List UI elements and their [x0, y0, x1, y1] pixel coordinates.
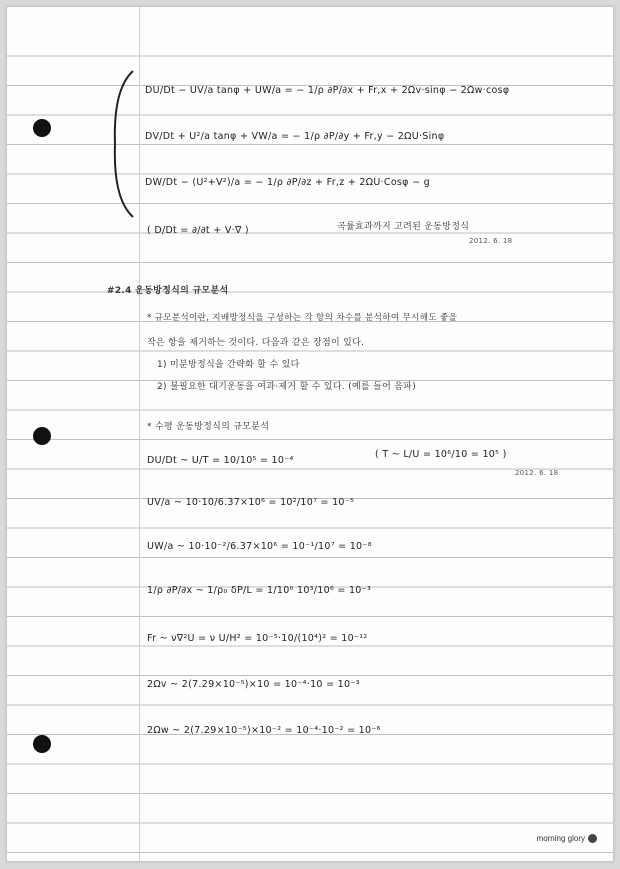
binder-hole: [33, 427, 51, 445]
scale-line: UV/a ~ 10·10/6.37×10⁶ = 10²/10⁷ = 10⁻⁵: [147, 497, 355, 508]
brand-text: morning glory: [536, 834, 585, 843]
scale-line: DU/Dt ~ U/T = 10/10⁵ = 10⁻⁴: [147, 455, 294, 466]
note-date-2: 2012. 6. 18: [515, 469, 559, 477]
binder-hole: [33, 735, 51, 753]
brace-icon: [107, 69, 137, 219]
section-heading: #2.4 운동방정식의 규모분석: [107, 286, 229, 296]
subheading: * 수평 운동방정식의 규모분석: [147, 422, 270, 432]
intro-line-1: * 규모분석이란, 지배방정식을 구성하는 각 항의 차수를 분석하여 무시해도 좋을: [147, 313, 458, 323]
equation-v: DV/Dt + U²/a tanφ + VW/a = − 1/ρ ∂P/∂y + Fr,y − 2ΩU·Sinφ: [145, 131, 445, 142]
equation-w: DW/Dt − (U²+V²)/a = − 1/ρ ∂P/∂z + Fr,z + 2ΩU·Cosφ − g: [145, 177, 430, 188]
note-date: 2012. 6. 18: [469, 237, 513, 245]
binder-hole: [33, 119, 51, 137]
advantage-1: 1) 미분방정식을 간략화 할 수 있다: [157, 360, 300, 370]
scale-line: 1/ρ ∂P/∂x ~ 1/ρ₀ δP/L = 1/10⁰ 10³/10⁶ = 10⁻³: [147, 585, 372, 596]
material-derivative: ( D/Dt = ∂/∂t + V·∇ ): [147, 225, 249, 236]
scale-line: 2Ωw ~ 2(7.29×10⁻⁵)×10⁻² = 10⁻⁴·10⁻² = 10⁻⁶: [147, 725, 381, 736]
scale-line: 2Ωv ~ 2(7.29×10⁻⁵)×10 = 10⁻⁴·10 = 10⁻³: [147, 679, 360, 690]
intro-line-2: 작은 항을 제거하는 것이다. 다음과 같은 장점이 있다.: [147, 338, 365, 348]
footer-brand: [537, 834, 597, 843]
notebook-page: [6, 6, 614, 862]
margin-line: [139, 7, 140, 861]
clover-logo-icon: [588, 834, 597, 843]
advantage-2: 2) 불필요한 대기운동을 여과·제거 할 수 있다. (예를 들어 음파): [157, 382, 417, 392]
scale-line: UW/a ~ 10·10⁻²/6.37×10⁶ = 10⁻¹/10⁷ = 10⁻⁸: [147, 541, 372, 552]
equation-u: DU/Dt − UV/a tanφ + UW/a = − 1/ρ ∂P/∂x + Fr,x + 2Ωv·sinφ − 2Ωw·cosφ: [145, 85, 510, 96]
time-scale-note: ( T ~ L/U = 10⁶/10 = 10⁵ ): [375, 449, 507, 460]
scale-line: Fr ~ ν∇²U = ν U/H² = 10⁻⁵·10/(10⁴)² = 10⁻¹²: [147, 633, 368, 644]
coriolis-note: 곡률효과까지 고려된 운동방정식: [337, 222, 470, 232]
